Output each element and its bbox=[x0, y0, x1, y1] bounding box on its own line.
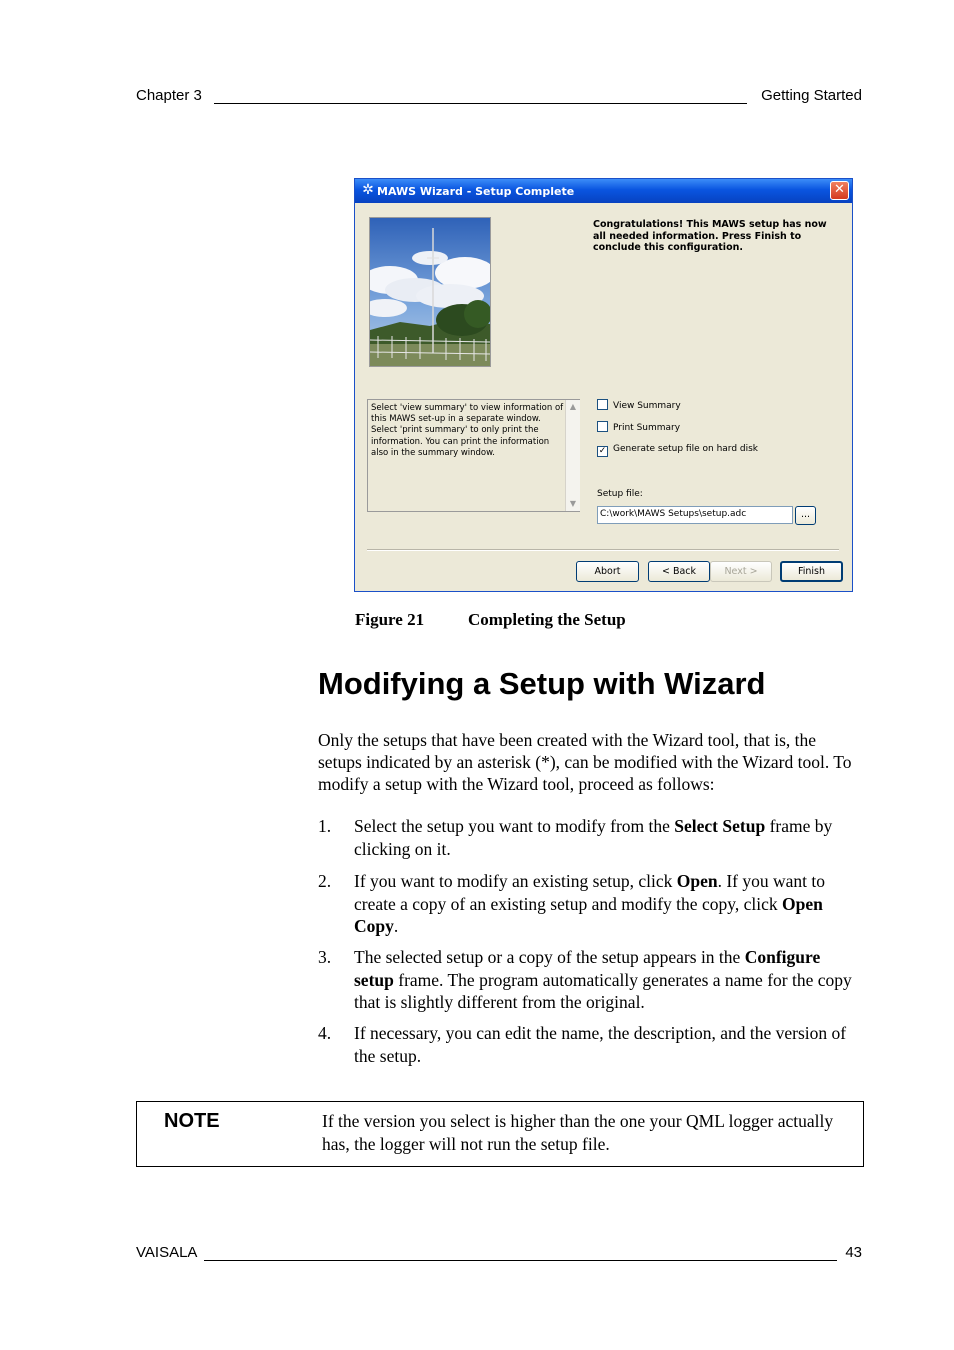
view-summary-checkbox[interactable] bbox=[597, 399, 681, 412]
bold-term: Open Copy bbox=[354, 893, 823, 936]
wizard-app-icon: ✲ bbox=[362, 182, 374, 198]
scroll-up-icon[interactable]: ▲ bbox=[569, 402, 577, 411]
close-button[interactable]: ✕ bbox=[830, 181, 849, 200]
abort-button[interactable]: Abort bbox=[576, 561, 639, 582]
step-text-run: . bbox=[393, 916, 399, 936]
setup-file-input[interactable]: C:\work\MAWS Setups\setup.adc bbox=[597, 506, 793, 524]
footer-rule bbox=[204, 1260, 837, 1261]
print-summary-label: Print Summary bbox=[613, 423, 681, 433]
weather-station-image bbox=[370, 218, 490, 366]
step-text-run: If you want to modify an existing setup, click bbox=[354, 871, 677, 891]
header-rule bbox=[214, 103, 747, 104]
browse-button[interactable]: ... bbox=[795, 506, 816, 525]
checkmark-icon[interactable]: ✓ bbox=[598, 446, 607, 456]
chapter-label: Chapter 3 bbox=[136, 87, 202, 104]
step-text bbox=[354, 870, 863, 938]
view-summary-label: View Summary bbox=[613, 401, 681, 411]
checkbox-box[interactable] bbox=[597, 421, 608, 432]
congratulations-message: Congratulations! This MAWS setup has now all needed information. Press Finish to conclude this configuration. bbox=[593, 219, 827, 253]
info-scrollbar[interactable] bbox=[565, 400, 580, 511]
section-label: Getting Started bbox=[761, 87, 862, 104]
print-summary-checkbox[interactable] bbox=[597, 421, 680, 434]
company-name: VAISALA bbox=[136, 1244, 198, 1261]
bold-term: Configure setup bbox=[354, 947, 821, 990]
figure-title: Completing the Setup bbox=[468, 610, 626, 629]
step-number: 2. bbox=[318, 871, 332, 891]
back-button[interactable]: < Back bbox=[648, 561, 710, 582]
step-number: 1. bbox=[318, 816, 332, 836]
wizard-dialog bbox=[354, 178, 853, 592]
dialog-title: MAWS Wizard - Setup Complete bbox=[377, 185, 575, 198]
weather-station-photo bbox=[369, 217, 491, 367]
step-text-run: frame by clicking on it. bbox=[354, 816, 833, 859]
setup-file-label: Setup file: bbox=[597, 489, 643, 499]
section-heading: Modifying a Setup with Wizard bbox=[318, 666, 766, 701]
checkbox-box[interactable] bbox=[597, 399, 608, 410]
step-number: 4. bbox=[318, 1023, 332, 1043]
step-text-run: frame. The program automatically generates a name for the copy that is slightly different from the original. bbox=[354, 969, 852, 1012]
step-text bbox=[354, 815, 863, 860]
step-text bbox=[354, 1022, 863, 1067]
note-box bbox=[136, 1101, 864, 1167]
generate-setup-checkbox[interactable] bbox=[597, 444, 758, 457]
bold-term: Select Setup bbox=[674, 816, 766, 836]
step-text-run: If necessary, you can edit the name, the description, and the version of the setup. bbox=[354, 1023, 847, 1066]
note-label: NOTE bbox=[164, 1110, 220, 1132]
step-text-run: The selected setup or a copy of the setup appears in the bbox=[354, 947, 745, 967]
note-text: If the version you select is higher than the one your QML logger actually has, the logger will not run the setup file. bbox=[322, 1111, 834, 1154]
dialog-titlebar bbox=[355, 179, 852, 203]
button-separator bbox=[367, 549, 839, 551]
scroll-down-icon[interactable]: ▼ bbox=[569, 499, 577, 508]
generate-setup-label: Generate setup file on hard disk bbox=[613, 444, 759, 454]
step-text-run: . If you want to create a copy of an existing setup and modify the copy, click bbox=[354, 871, 825, 914]
figure-number: Figure 21 bbox=[355, 610, 425, 629]
page-number: 43 bbox=[845, 1244, 862, 1261]
summary-info-box bbox=[367, 399, 580, 512]
step-text bbox=[354, 946, 863, 1014]
finish-button[interactable]: Finish bbox=[780, 561, 843, 582]
summary-info-text: Select 'view summary' to view information of this MAWS set-up in a separate window. Select 'print summary' to only print the information. You can print the information also in the summary window. bbox=[371, 403, 564, 458]
step-number: 3. bbox=[318, 947, 332, 967]
intro-paragraph: Only the setups that have been created with the Wizard tool, that is, the setups indicated by an asterisk (*), can be modified with the Wizard tool. To modify a setup with the Wizard tool, proceed as follows: bbox=[318, 730, 852, 794]
step-text-run: Select the setup you want to modify from the bbox=[354, 816, 675, 836]
next-button[interactable]: Next > bbox=[710, 561, 772, 582]
bold-term: Open bbox=[676, 871, 718, 891]
